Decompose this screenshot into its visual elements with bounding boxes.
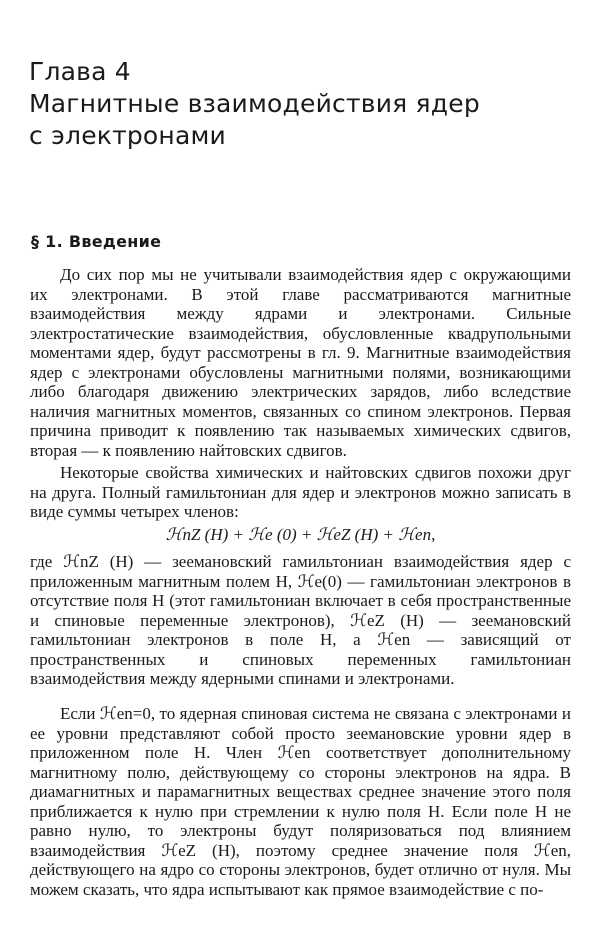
hamiltonian-formula: ℋnZ (H) + ℋe (0) + ℋeZ (H) + ℋen, [165,525,436,544]
chapter-heading [29,56,569,152]
paragraph-term-definitions [30,552,571,689]
paragraph-hamiltonian-intro [30,463,571,522]
chapter-title-line-2: с электронами [29,121,226,150]
paragraph-text: До сих пор мы не учитывали взаимодействия ядер с окружающими их электронами. В этой главе рассматриваются магнитные взаимодействия между ядрами и электронами. Сильные электростатические взаимодействия, обусловленные квадрупольными моментами ядер, будут рассмотрены в гл. 9. Магнитные взаимодействия ядер с электронами обусловлены магнитными полями, возникающими либо благодаря движению электрических зарядов, либо вследствие наличия магнитных моментов, связанных со спином электронов. Первая причина приводит к появлению так называемых химических сдвигов, вторая — к появлению найтовских сдвигов. [30,265,571,460]
paragraph-text: где ℋnZ (H) — зеемановский гамильтониан взаимодействия ядер с приложенным магнитным полем H, ℋe(0) — гамильтониан электронов в отсутствие поля H (этот гамильтониан включает в себя пространственные и спиновые переменные электронов), ℋeZ (H) — зеемановский гамильтониан электронов в поле H, а ℋen — зависящий от пространственных и спиновых переменных гамильтониан взаимодействия между ядерными спинами и электронами. [30,552,571,688]
paragraph-electron-coupling [30,704,571,899]
paragraph-introduction [30,265,571,460]
paragraph-text: Некоторые свойства химических и найтовских сдвигов похожи друг на друга. Полный гамильтониан для ядер и электронов можно записать в виде суммы четырех членов: [30,463,571,521]
section-title: § 1. Введение [31,232,162,251]
chapter-title-line-1: Магнитные взаимодействия ядер [29,89,480,118]
chapter-label: Глава 4 [29,57,131,86]
paragraph-text: Если ℋen=0, то ядерная спиновая система не связана с электронами и ее уровни представляют собой просто зеемановские уровни ядер в приложенном поле H. Член ℋen соответствует дополнительному магнитному полю, действующему со стороны электронов на ядра. В диамагнитных и парамагнитных веществах среднее значение этого поля приближается к нулю при стремлении к нулю поля H. Если поле H не равно нулю, то электроны будут поляризоваться под влиянием взаимодействия ℋeZ (H), поэтому среднее значение поля ℋen, действующего на ядро со стороны электронов, будет отлично от нуля. Мы можем сказать, что ядра испытывают как прямое взаимодействие с по- [30,704,571,899]
